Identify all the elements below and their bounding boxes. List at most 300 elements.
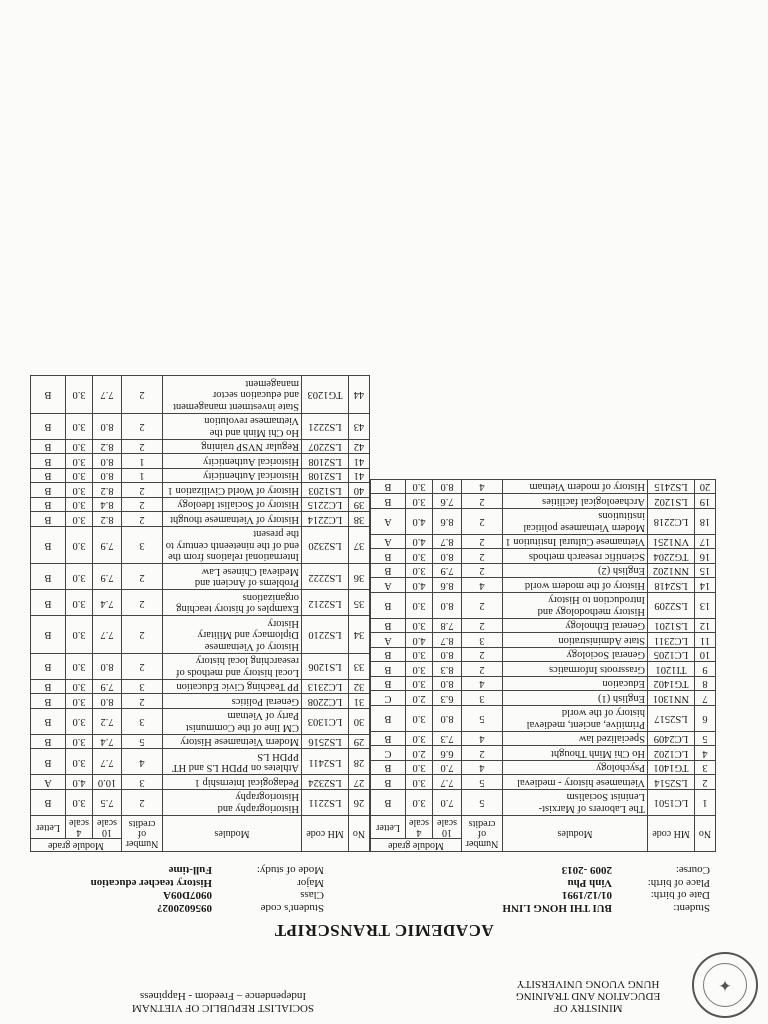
row-module: English (1) <box>503 691 648 706</box>
row-credits: 2 <box>122 790 163 816</box>
row-no: 43 <box>349 414 370 440</box>
row-code: NN1202 <box>648 564 695 579</box>
table-row <box>371 535 716 550</box>
row-score-4: 3.0 <box>66 749 93 775</box>
row-letter: B <box>371 549 406 564</box>
row-credits: 2 <box>462 549 503 564</box>
table-row <box>371 564 716 579</box>
row-no: 14 <box>695 578 716 593</box>
row-score-10: 7.7 <box>93 616 122 654</box>
table-row <box>31 590 370 616</box>
row-credits: 1 <box>122 454 163 469</box>
row-score-4: 3.0 <box>66 440 93 455</box>
row-letter: B <box>371 732 406 747</box>
table-row <box>31 735 370 750</box>
col-modules: Modules <box>503 816 648 852</box>
row-no: 4 <box>695 746 716 761</box>
row-score-10: 8.0 <box>433 706 462 732</box>
row-letter: B <box>31 790 66 816</box>
row-no: 20 <box>695 480 716 495</box>
row-module: Historical Authenticity <box>163 469 302 484</box>
row-score-10: 7.3 <box>433 732 462 747</box>
row-code: LS2210 <box>302 616 349 654</box>
major-label: Major <box>297 877 324 889</box>
row-code: LC2215 <box>302 498 349 513</box>
row-code: LS2211 <box>302 790 349 816</box>
row-credits: 4 <box>462 480 503 495</box>
row-code: LS2209 <box>648 593 695 619</box>
row-score-4: 3.0 <box>406 619 433 634</box>
col-no: No <box>349 816 370 852</box>
row-credits: 2 <box>462 564 503 579</box>
row-module: Ho Chi Minh Thought <box>503 746 648 761</box>
row-module: The Laborers of Marxist-Leninist Socialism <box>503 790 648 816</box>
col-module-grade: Module grade <box>371 839 462 852</box>
row-code: LS2222 <box>302 564 349 590</box>
table-row <box>371 633 716 648</box>
row-score-10: 10.0 <box>93 775 122 790</box>
col-credits: Number of credits <box>122 816 163 852</box>
row-credits: 2 <box>122 483 163 498</box>
row-credits: 2 <box>462 619 503 634</box>
row-module: History of Vietnamese Diplomacy and Military History <box>163 616 302 654</box>
row-credits: 2 <box>122 616 163 654</box>
row-score-4: 3.0 <box>66 654 93 680</box>
row-module: State investment management and education sector management <box>163 376 302 414</box>
row-score-4: 3.0 <box>406 706 433 732</box>
col-module-grade: Module grade <box>31 839 122 852</box>
row-code: LC1205 <box>648 648 695 663</box>
mode-label: Mode of study: <box>256 864 324 877</box>
row-score-10: 7.6 <box>433 494 462 509</box>
table-row <box>31 749 370 775</box>
row-credits: 4 <box>462 677 503 692</box>
table-row <box>31 512 370 527</box>
row-credits: 2 <box>122 654 163 680</box>
class-value: 0907D09A <box>163 889 212 902</box>
row-no: 7 <box>695 691 716 706</box>
row-letter: B <box>31 749 66 775</box>
row-score-4: 4.0 <box>406 509 433 535</box>
table-row <box>371 732 716 747</box>
row-score-4: 3.0 <box>406 761 433 776</box>
row-letter: B <box>31 512 66 527</box>
row-credits: 4 <box>462 732 503 747</box>
col-scale4: 4 scale <box>66 816 93 839</box>
student-label: Student: <box>673 902 710 914</box>
row-score-10: 7.4 <box>93 735 122 750</box>
row-module: International relations from the end of the nineteenth century to the present <box>163 527 302 565</box>
row-letter: C <box>371 746 406 761</box>
row-code: LS1206 <box>302 654 349 680</box>
col-scale10: 10 scale <box>433 816 462 839</box>
row-letter: B <box>371 662 406 677</box>
row-module: Ho Chi Minh and the Vietnamese revolution <box>163 414 302 440</box>
row-no: 40 <box>349 483 370 498</box>
row-module: Historiography and Historiography <box>163 790 302 816</box>
row-credits: 2 <box>462 509 503 535</box>
row-code: LC1303 <box>302 709 349 735</box>
row-credits: 3 <box>122 775 163 790</box>
row-no: 39 <box>349 498 370 513</box>
row-module: Historical Authenticity <box>163 454 302 469</box>
row-credits: 5 <box>122 735 163 750</box>
row-credits: 2 <box>462 593 503 619</box>
class-label: Class <box>300 889 324 902</box>
row-code: LS2411 <box>302 749 349 775</box>
row-code: LC2313 <box>302 680 349 695</box>
row-module: Vietnamese Cultural Institution 1 <box>503 535 648 550</box>
row-letter: B <box>371 494 406 509</box>
row-module: Specialized law <box>503 732 648 747</box>
row-module: English (2) <box>503 564 648 579</box>
row-module: History of Vietnamese thought <box>163 512 302 527</box>
row-score-10: 8.6 <box>433 578 462 593</box>
row-code: TG1203 <box>302 376 349 414</box>
row-score-4: 2.0 <box>406 691 433 706</box>
row-letter: B <box>31 527 66 565</box>
row-score-4: 3.0 <box>66 483 93 498</box>
row-no: 32 <box>349 680 370 695</box>
row-module: History of Socialist Ideology <box>163 498 302 513</box>
table-row <box>371 761 716 776</box>
university-seal-icon: ✦ <box>692 952 758 1018</box>
row-code: LS2415 <box>648 480 695 495</box>
table-row <box>371 648 716 663</box>
row-no: 26 <box>349 790 370 816</box>
student-value: BUI THI HONG LINH <box>502 902 612 914</box>
table-row <box>371 790 716 816</box>
row-no: 9 <box>695 662 716 677</box>
row-letter: A <box>371 509 406 535</box>
row-score-4: 3.0 <box>406 790 433 816</box>
row-code: LC2208 <box>302 694 349 709</box>
row-score-10: 7.7 <box>93 376 122 414</box>
row-score-4: 3.0 <box>66 616 93 654</box>
row-score-10: 8.0 <box>433 648 462 663</box>
row-credits: 2 <box>462 535 503 550</box>
col-scale4: 4 scale <box>406 816 433 839</box>
row-module: Examples of history teaching organizations <box>163 590 302 616</box>
pob-value: Vinh Phu <box>567 877 612 889</box>
row-score-4: 4.0 <box>406 535 433 550</box>
table-row <box>31 469 370 484</box>
row-score-4: 3.0 <box>406 677 433 692</box>
table-row <box>31 694 370 709</box>
row-no: 10 <box>695 648 716 663</box>
dob-value: 01/12/1991 <box>561 889 612 902</box>
row-no: 37 <box>349 527 370 565</box>
row-credits: 2 <box>462 648 503 663</box>
row-module: Modern Vietnamese political institutions <box>503 509 648 535</box>
row-score-4: 3.0 <box>66 498 93 513</box>
table-row <box>31 414 370 440</box>
col-code: MH code <box>302 816 349 852</box>
row-code: LS2108 <box>302 454 349 469</box>
student-info-left <box>502 864 710 914</box>
row-code: LC1202 <box>648 746 695 761</box>
row-no: 36 <box>349 564 370 590</box>
row-no: 33 <box>349 654 370 680</box>
row-no: 41 <box>349 469 370 484</box>
row-score-10: 8.6 <box>433 509 462 535</box>
row-letter: B <box>371 619 406 634</box>
row-score-10: 8.0 <box>93 469 122 484</box>
row-score-4: 3.0 <box>66 469 93 484</box>
table-row <box>371 480 716 495</box>
table-row <box>31 498 370 513</box>
row-no: 27 <box>349 775 370 790</box>
row-code: LS2207 <box>302 440 349 455</box>
row-score-10: 8.0 <box>433 549 462 564</box>
table-row <box>31 376 370 414</box>
row-code: LS2517 <box>648 706 695 732</box>
pob-label: Place of birth: <box>647 877 710 889</box>
row-module: General Politics <box>163 694 302 709</box>
row-no: 35 <box>349 590 370 616</box>
row-letter: B <box>371 775 406 790</box>
row-code: LS2108 <box>302 469 349 484</box>
row-score-4: 3.0 <box>66 564 93 590</box>
row-score-10: 8.7 <box>433 633 462 648</box>
row-score-10: 6.6 <box>433 746 462 761</box>
row-no: 1 <box>695 790 716 816</box>
row-letter: B <box>371 593 406 619</box>
republic-header <box>108 990 338 1014</box>
row-score-4: 3.0 <box>406 775 433 790</box>
row-credits: 5 <box>462 775 503 790</box>
table-row <box>31 564 370 590</box>
col-credits: Number of credits <box>462 816 503 852</box>
row-score-10: 8.0 <box>93 454 122 469</box>
row-score-10: 8.4 <box>93 498 122 513</box>
row-score-4: 3.0 <box>66 694 93 709</box>
row-module: History of the modern world <box>503 578 648 593</box>
row-score-10: 8.2 <box>93 440 122 455</box>
row-credits: 2 <box>462 494 503 509</box>
table-row <box>371 494 716 509</box>
row-no: 34 <box>349 616 370 654</box>
row-credits: 3 <box>462 691 503 706</box>
row-module: Local history and methods of researching local history <box>163 654 302 680</box>
row-credits: 5 <box>462 706 503 732</box>
row-letter: B <box>31 694 66 709</box>
row-letter: B <box>371 761 406 776</box>
row-module: Psychology <box>503 761 648 776</box>
row-score-4: 3.0 <box>66 454 93 469</box>
row-score-10: 7.7 <box>93 749 122 775</box>
row-score-4: 3.0 <box>66 376 93 414</box>
student-info-right <box>91 864 324 914</box>
row-letter: B <box>31 376 66 414</box>
row-score-10: 8.3 <box>433 662 462 677</box>
row-credits: 3 <box>122 527 163 565</box>
dob-label: Date of birth: <box>650 889 710 902</box>
row-letter: B <box>31 654 66 680</box>
row-module: History methodology and Introduction to History <box>503 593 648 619</box>
row-module: Problems of Ancient and Medieval Chinese Law <box>163 564 302 590</box>
row-score-10: 8.0 <box>93 654 122 680</box>
row-no: 15 <box>695 564 716 579</box>
row-credits: 1 <box>122 469 163 484</box>
row-letter: B <box>371 564 406 579</box>
row-score-4: 3.0 <box>406 549 433 564</box>
row-code: LS2514 <box>648 775 695 790</box>
row-score-10: 8.0 <box>93 694 122 709</box>
table-row <box>371 706 716 732</box>
row-module: History of modern Vietnam <box>503 480 648 495</box>
row-score-4: 3.0 <box>66 414 93 440</box>
row-letter: B <box>31 590 66 616</box>
row-score-4: 3.0 <box>406 480 433 495</box>
grades-table-left <box>370 479 716 852</box>
row-module: CM line of the Communist Party of Vietnam <box>163 709 302 735</box>
row-credits: 2 <box>462 746 503 761</box>
row-score-10: 7.9 <box>433 564 462 579</box>
row-score-4: 3.0 <box>406 648 433 663</box>
row-score-4: 3.0 <box>406 494 433 509</box>
row-code: TG1402 <box>648 677 695 692</box>
row-letter: B <box>371 480 406 495</box>
row-credits: 2 <box>122 498 163 513</box>
ministry-line-2: EDUCATION AND TRAINING <box>515 990 661 1002</box>
row-score-10: 8.0 <box>433 593 462 619</box>
row-code: LS2320 <box>302 527 349 565</box>
table-row <box>371 746 716 761</box>
row-score-4: 3.0 <box>406 662 433 677</box>
row-letter: B <box>371 648 406 663</box>
row-no: 44 <box>349 376 370 414</box>
row-code: LC2311 <box>648 633 695 648</box>
row-score-4: 4.0 <box>406 633 433 648</box>
row-credits: 3 <box>122 709 163 735</box>
table-row <box>371 549 716 564</box>
grades-table-right <box>30 376 370 853</box>
course-label: Course: <box>675 864 710 877</box>
row-no: 8 <box>695 677 716 692</box>
row-letter: B <box>31 616 66 654</box>
row-score-10: 7.2 <box>93 709 122 735</box>
table-row <box>31 440 370 455</box>
row-module: Grassroots Informatics <box>503 662 648 677</box>
mode-value: Full-time <box>168 864 212 877</box>
col-letter: Letter <box>31 816 66 839</box>
row-no: 16 <box>695 549 716 564</box>
row-no: 13 <box>695 593 716 619</box>
row-score-10: 6.3 <box>433 691 462 706</box>
row-letter: B <box>31 680 66 695</box>
row-no: 3 <box>695 761 716 776</box>
table-row <box>31 616 370 654</box>
table-row <box>31 775 370 790</box>
row-module: Regular NVSP training <box>163 440 302 455</box>
row-score-10: 8.0 <box>433 677 462 692</box>
row-no: 6 <box>695 706 716 732</box>
row-letter: C <box>371 691 406 706</box>
row-code: LS2516 <box>302 735 349 750</box>
page-title: ACADEMIC TRANSCRIPT <box>274 921 494 940</box>
row-score-10: 8.0 <box>93 414 122 440</box>
row-code: LC2409 <box>648 732 695 747</box>
row-score-10: 7.0 <box>433 790 462 816</box>
ministry-line-1: MINISTRY OF <box>553 1002 623 1014</box>
row-letter: A <box>31 775 66 790</box>
table-row <box>371 677 716 692</box>
row-code: LC2218 <box>648 509 695 535</box>
row-no: 12 <box>695 619 716 634</box>
row-no: 5 <box>695 732 716 747</box>
table-row <box>31 454 370 469</box>
row-score-10: 7.9 <box>93 564 122 590</box>
row-letter: B <box>371 790 406 816</box>
row-score-10: 7.5 <box>93 790 122 816</box>
row-score-10: 7.7 <box>433 775 462 790</box>
major-value: History teacher education <box>90 877 212 889</box>
row-no: 18 <box>695 509 716 535</box>
row-score-4: 3.0 <box>66 709 93 735</box>
row-letter: B <box>31 564 66 590</box>
row-module: Vietnamese history - medieval <box>503 775 648 790</box>
row-credits: 2 <box>462 662 503 677</box>
row-code: LS2418 <box>648 578 695 593</box>
row-credits: 4 <box>462 578 503 593</box>
col-scale10: 10 scale <box>93 816 122 839</box>
row-score-4: 3.0 <box>406 593 433 619</box>
row-credits: 2 <box>122 414 163 440</box>
row-code: LS1202 <box>648 494 695 509</box>
ministry-header <box>488 978 688 1014</box>
row-score-10: 7.9 <box>93 527 122 565</box>
row-score-10: 8.2 <box>93 512 122 527</box>
code-label: Student's code <box>260 902 324 914</box>
row-code: LS2221 <box>302 414 349 440</box>
row-letter: B <box>31 735 66 750</box>
table-row <box>31 680 370 695</box>
row-letter: B <box>371 706 406 732</box>
row-credits: 2 <box>122 440 163 455</box>
row-credits: 4 <box>462 761 503 776</box>
row-score-4: 3.0 <box>66 790 93 816</box>
table-row <box>31 790 370 816</box>
row-module: Archaeological facilities <box>503 494 648 509</box>
course-value: 2009 -2013 <box>561 864 612 877</box>
table-row <box>371 662 716 677</box>
row-letter: A <box>371 633 406 648</box>
row-letter: B <box>31 498 66 513</box>
row-score-4: 3.0 <box>406 564 433 579</box>
row-module: Athletes on PPDH LS and HT PPDH LS <box>163 749 302 775</box>
table-row <box>371 775 716 790</box>
row-module: Primitive, ancient, medieval history of the world <box>503 706 648 732</box>
row-letter: B <box>31 454 66 469</box>
col-no: No <box>695 816 716 852</box>
row-credits: 2 <box>122 694 163 709</box>
ministry-line-3: HUNG VUONG UNIVERSITY <box>516 978 660 990</box>
table-row <box>371 619 716 634</box>
table-row <box>371 509 716 535</box>
row-module: General Ethnology <box>503 619 648 634</box>
row-code: LS2212 <box>302 590 349 616</box>
row-letter: B <box>31 483 66 498</box>
row-module: Modern Vietnamese History <box>163 735 302 750</box>
row-code: NN1301 <box>648 691 695 706</box>
row-code: VN1251 <box>648 535 695 550</box>
col-letter: Letter <box>371 816 406 839</box>
row-module: State Administration <box>503 633 648 648</box>
table-row <box>371 691 716 706</box>
row-credits: 2 <box>122 564 163 590</box>
row-score-10: 8.0 <box>433 480 462 495</box>
